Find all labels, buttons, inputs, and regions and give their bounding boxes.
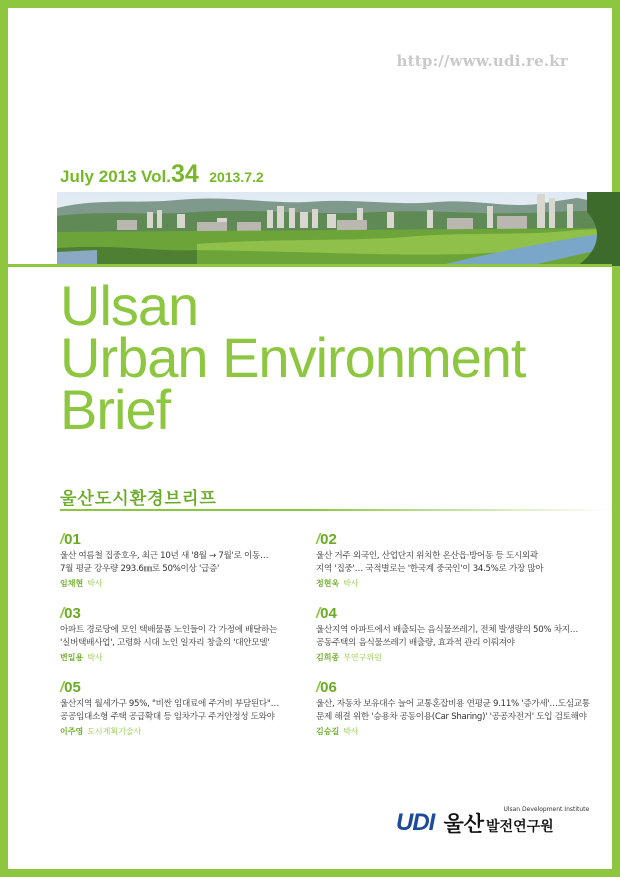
issue-month: July 2013	[60, 167, 137, 186]
article-author: 김승길 박사	[316, 727, 359, 736]
udi-logo-mark: UDI	[396, 809, 435, 836]
issue-date: 2013.7.2	[209, 169, 264, 185]
website-url[interactable]: http://www.udi.re.kr	[396, 52, 568, 70]
article-text: 울산지역 월세가구 95%, "비싼 임대료에 주거비 부담된다"… 공공임대소형 주택 공급확대 등 임차가구 주거안정성 도와야	[60, 699, 279, 722]
article-01[interactable]	[60, 532, 330, 590]
article-05[interactable]	[60, 680, 330, 738]
article-number: /01	[60, 531, 81, 548]
publication-title	[60, 274, 526, 441]
article-03[interactable]	[60, 606, 330, 664]
green-divider	[8, 264, 612, 267]
udi-logo-korean-main: 울산	[443, 812, 485, 836]
article-text: 아파트 경로당에 모인 택배물품 노인들이 각 가정에 배달하는 '실버택배사업', 고령화 시대 노인 일자리 창출의 '대안모델'	[60, 625, 278, 648]
korean-title-rule	[60, 509, 612, 511]
article-text: 울산지역 아파트에서 배출되는 음식물쓰레기, 전체 발생량의 50% 차지… 공동주택의 음식물쓰레기 배출량, 효과적 관리 이뤄져야	[316, 625, 578, 648]
article-number: /04	[316, 605, 337, 622]
article-author: 변일용 박사	[60, 653, 103, 662]
article-number: /03	[60, 605, 81, 622]
udi-logo-text	[443, 806, 590, 838]
article-number: /06	[316, 679, 337, 696]
article-04[interactable]	[316, 606, 608, 664]
article-text: 울산 거주 외국인, 산업단지 위치한 온산읍·방어동 등 도시외곽 지역 '집중'… 국적별로는 '한국계 중국인'이 34.5%로 가장 많아	[316, 551, 544, 574]
korean-title: 울산도시환경브리프	[60, 489, 217, 509]
udi-logo-english: Ulsan Development Institute	[503, 806, 590, 813]
article-author: 김희종 부연구위원	[316, 653, 382, 662]
title-line-2: Urban Environment	[60, 326, 526, 389]
cityscape-illustration	[57, 192, 620, 266]
article-text: 울산 여름철 집중호우, 최근 10년 새 '8월 → 7월'로 이동… 7월 평균 강우량 293.6㎜로 50%이상 '급증'	[60, 551, 269, 574]
title-line-3: Brief	[60, 378, 171, 441]
issue-vol-label: Vol.	[141, 167, 171, 186]
cityscape-photo	[57, 192, 620, 266]
article-author: 임채현 박사	[60, 579, 103, 588]
title-line-1: Ulsan	[60, 274, 199, 337]
article-number: /02	[316, 531, 337, 548]
issue-vol-number: 34	[170, 160, 199, 188]
udi-logo-korean-sub: 발전연구원	[486, 819, 554, 835]
issue-line	[60, 160, 264, 189]
article-text: 울산, 자동차 보유대수 늘어 교통혼잡비용 연평균 9.11% '증가세'…도심교통 문제 해결 위한 '승용차 공동이용(Car Sharing)' '공공자전거' 도입 검토해야	[316, 699, 590, 722]
article-author: 이주영 도시계획기술사	[60, 727, 142, 736]
udi-logo[interactable]	[396, 806, 590, 838]
article-06[interactable]	[316, 680, 608, 738]
article-number: /05	[60, 679, 81, 696]
article-02[interactable]	[316, 532, 608, 590]
article-author: 정현욱 박사	[316, 579, 359, 588]
